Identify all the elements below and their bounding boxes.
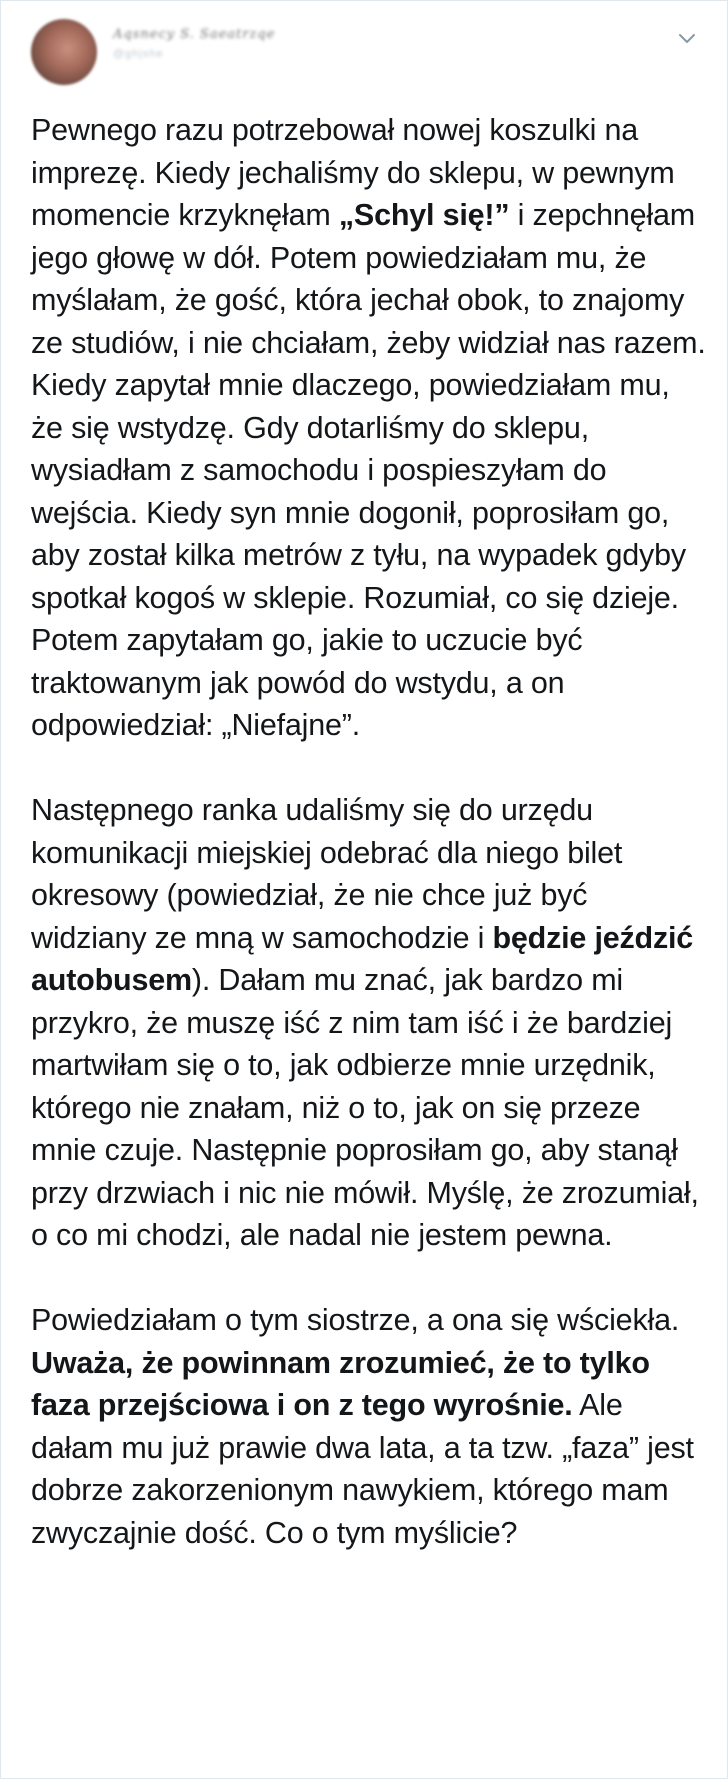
paragraph-text: Następnego ranka udaliśmy się do urzędu komunikacji miejskiej odebrać dla niego bilet okresowy (powiedział, że nie chce już być widziany ze mną w samochodzie i	[31, 793, 623, 955]
avatar[interactable]	[31, 19, 97, 85]
tweet-header	[1, 1, 727, 91]
paragraph-text: Powiedziałam o tym siostrze, a ona się wściekła.	[31, 1303, 680, 1337]
paragraph-text: i zepchnęłam jego głowę w dół. Potem powiedziałam mu, że myślałam, że gość, która jechał obok, to znajomy ze studiów, i nie chciałam, żeby widział nas razem. Kiedy zapytał mnie dlaczego, powiedziałam mu, że się wstydzę. Gdy dotarliśmy do sklepu, wysiadłam z samochodu i pospieszyłam do wejścia. Kiedy syn mnie dogonił, poprosiłam go, aby został kilka metrów z tyłu, na wypadek gdyby spotkał kogoś w sklepie. Rozumiał, co się dzieje. Potem zapytałam go, jakie to uczucie być traktowanym jak powód do wstydu, a on odpowiedział: „Niefajne”.	[31, 198, 706, 742]
tweet-paragraph-2	[31, 789, 707, 1257]
paragraph-bold-text: „Schyl się!”	[338, 198, 510, 232]
tweet-paragraph-1	[31, 109, 707, 747]
tweet-text	[31, 109, 707, 1554]
paragraph-text: ). Dałam mu znać, jak bardzo mi przykro, że muszę iść z nim tam iść i że bardziej martwiłam się o to, jak odbierze mnie urzędnik, którego nie znałam, niż o to, jak on się przeze mnie czuje. Następnie poprosiłam go, aby stanął przy drzwiach i nic nie mówił. Myślę, że zrozumiał, o co mi chodzi, ale nadal nie jestem pewna.	[31, 963, 699, 1252]
tweet-menu-button[interactable]	[673, 25, 701, 53]
paragraph-text: Ale dałam mu już prawie dwa lata, a ta tzw. „faza” jest dobrze zakorzenionym nawykiem, którego mam zwyczajnie dość. Co o tym myślicie?	[31, 1388, 694, 1550]
display-name[interactable]: Aqsnecy S. Saeatrzqe	[113, 27, 276, 42]
chevron-down-icon	[673, 25, 701, 53]
paragraph-bold-text: Uważa, że powinnam zrozumieć, że to tylko faza przejściowa i on z tego wyrośnie.	[31, 1345, 650, 1422]
paragraph-bold-text: będzie jeździć autobusem	[31, 920, 694, 997]
tweet-paragraph-3	[31, 1299, 707, 1554]
user-names[interactable]	[113, 27, 373, 71]
paragraph-text: Pewnego razu potrzebował nowej koszulki na imprezę. Kiedy jechaliśmy do sklepu, w pewnym momencie krzyknęłam	[31, 113, 675, 232]
user-handle[interactable]: @ghjshe	[113, 48, 164, 60]
